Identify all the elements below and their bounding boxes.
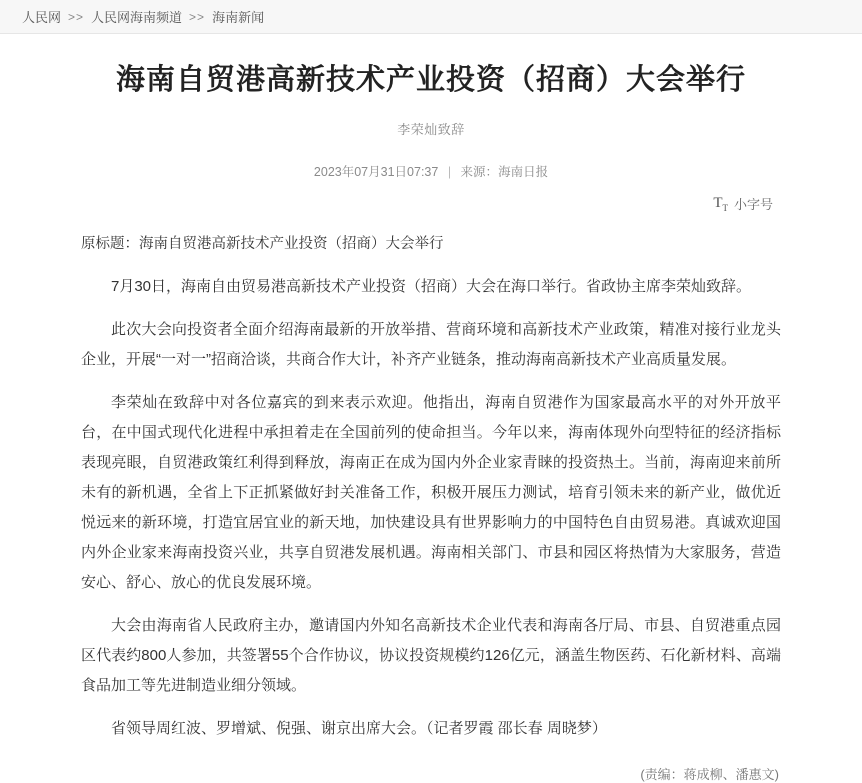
fontsize-toolbar: [81, 194, 781, 213]
article-paragraph: 省领导周红波、罗增斌、倪强、谢京出席大会。（记者罗霞 邵长春 周晓梦）: [111, 720, 607, 738]
meta-separator: |: [447, 164, 452, 179]
publish-date: 2023年07月31日07:37: [313, 164, 439, 179]
original-title: [81, 231, 781, 259]
article-paragraph: 7月30日，海南自由贸易港高新技术产业投资（招商）大会在海口举行。省政协主席李荣灿致辞。: [111, 278, 752, 296]
font-size-icon: $T_T$: [713, 194, 728, 213]
article-body: [81, 272, 781, 744]
article-meta: [81, 162, 781, 180]
breadcrumb-item-1[interactable]: 人民网海南频道: [91, 10, 183, 25]
editor-credit: (责编：蒋成柳、潘惠文): [640, 767, 779, 783]
article-paragraph: 此次大会向投资者全面介绍海南最新的开放举措、营商环境和高新技术产业政策，精准对接行业龙头企业，开展“一对一”招商洽谈，共商合作大计，补齐产业链条，推动海南高新技术产业高质量发展。: [81, 321, 781, 369]
source-label: 来源：: [460, 164, 499, 179]
breadcrumb-separator: >>: [189, 9, 206, 24]
original-title-text: 海南自贸港高新技术产业投资（招商）大会举行: [139, 235, 444, 252]
article-paragraph: 李荣灿在致辞中对各位嘉宾的到来表示欢迎。他指出，海南自贸港作为国家最高水平的对外开放平台，在中国式现代化进程中承担着走在全国前列的使命担当。今年以来，海南体现外向型特征的经济指标表现亮眼，自贸港政策红利得到释放，海南正在成为国内外企业家青睐的投资热土。当前，海南迎来前所未有的新机遇，全省上下正抓紧做好封关准备工作，积极开展压力测试，培育引领未来的新产业，做优近悦远来的新环境，打造宜居宜业的新天地，加快建设具有世界影响力的中国特色自由贸易港。真诚欢迎国内外企业家来海南投资兴业，共享自贸港发展机遇。海南相关部门、市县和园区将热情为大家服务，营造安心、舒心、放心的优良发展环境。: [81, 394, 781, 592]
article-subheadline: 李荣灿致辞: [397, 121, 465, 137]
fontsize-button-label: 小字号: [733, 196, 773, 212]
source-name: 海南日报: [498, 164, 549, 179]
article-container: [81, 34, 781, 783]
breadcrumb-item-0[interactable]: 人民网: [22, 10, 62, 25]
page-title: 海南自贸港高新技术产业投资（招商）大会举行: [115, 64, 746, 96]
fontsize-button[interactable]: [713, 194, 773, 213]
breadcrumb: [0, 0, 862, 34]
original-title-label: 原标题：: [81, 235, 139, 252]
breadcrumb-item-2[interactable]: 海南新闻: [212, 10, 265, 25]
breadcrumb-separator: >>: [68, 9, 85, 24]
article-paragraph: 大会由海南省人民政府主办，邀请国内外知名高新技术企业代表和海南各厅局、市县、自贸港重点园区代表约800人参加，共签署55个合作协议，协议投资规模约126亿元，涵盖生物医药、石化新材料、高端食品加工等先进制造业细分领域。: [81, 617, 781, 695]
